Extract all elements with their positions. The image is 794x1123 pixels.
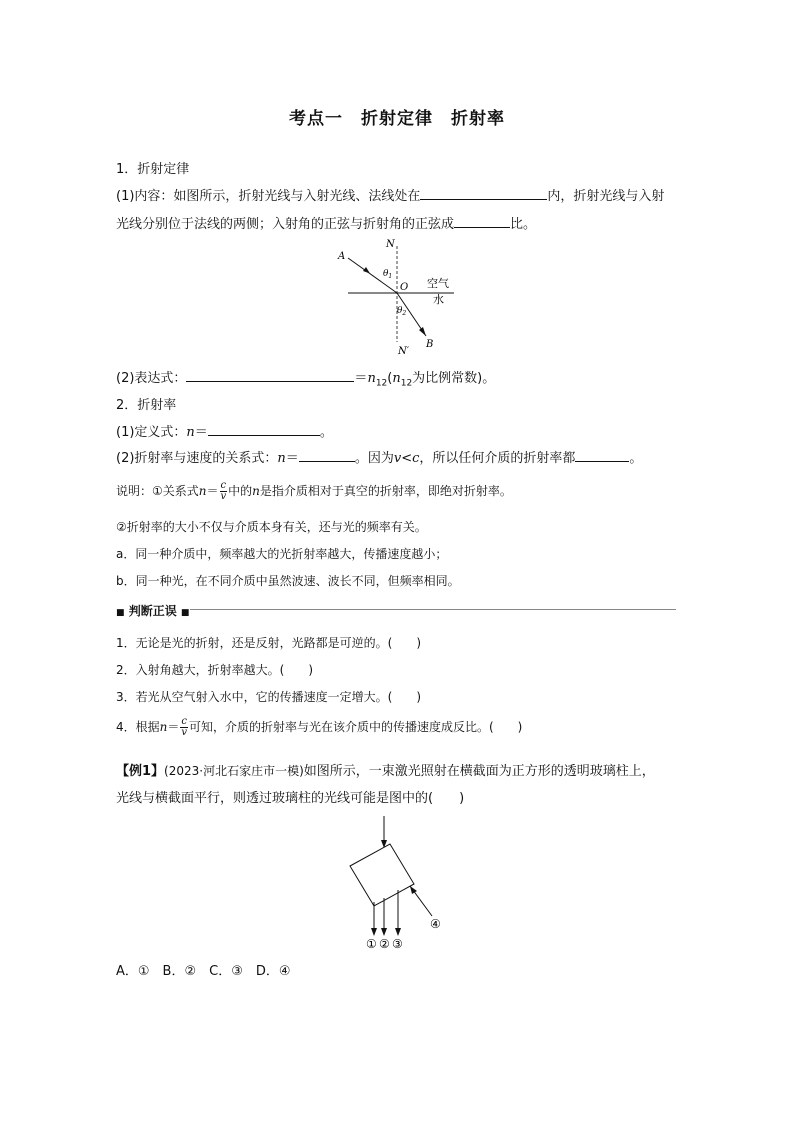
refracted-arrow-icon bbox=[419, 327, 426, 336]
incident-arrow-icon bbox=[363, 267, 370, 274]
page-title: 考点一 折射定律 折射率 bbox=[289, 109, 505, 129]
note-line1-c: 是指介质相对于真空的折射率，即绝对折射率。 bbox=[259, 484, 512, 498]
label-theta1: $\theta_1$ bbox=[383, 269, 393, 280]
relation-line bbox=[116, 447, 642, 466]
expression-label: (2)表达式： bbox=[116, 371, 187, 386]
section-1-heading: 1．折射定律 bbox=[116, 162, 190, 177]
expression-paren: ( bbox=[387, 371, 393, 386]
refraction-diagram bbox=[330, 236, 470, 358]
note-line1-a: 说明：①关系式 bbox=[116, 484, 199, 498]
blank-1 bbox=[420, 186, 547, 200]
expression-n2: n bbox=[392, 371, 401, 386]
definition-eq: ＝ bbox=[194, 425, 208, 440]
relation-v: v bbox=[393, 451, 402, 466]
example-text-1: 如图所示，一束激光照射在横截面为正方形的透明玻璃柱上， bbox=[303, 764, 655, 779]
judge-item4-n: n bbox=[159, 720, 168, 734]
label-theta2: $\theta_2$ bbox=[397, 306, 407, 317]
blank-5 bbox=[299, 448, 355, 462]
section-divider bbox=[190, 609, 676, 610]
judge-heading bbox=[116, 602, 189, 619]
label-1: ① bbox=[366, 937, 377, 951]
example-tag: 【例1】 bbox=[116, 764, 165, 779]
label-A: A bbox=[338, 251, 346, 262]
label-N-prime: N′ bbox=[398, 346, 410, 357]
judge-item4-a: 4．根据 bbox=[116, 720, 160, 734]
definition-n: n bbox=[186, 425, 195, 440]
square-bullet-icon-2: ■ bbox=[180, 608, 190, 618]
relation-lt: < bbox=[401, 451, 413, 466]
note-line-4: b．同一种光，在不同介质中虽然波速、波长不同，但频率相同。 bbox=[116, 574, 460, 588]
label-water: 水 bbox=[433, 293, 444, 306]
label-N: N bbox=[386, 239, 395, 250]
relation-mid: 。因为 bbox=[354, 451, 394, 466]
note-line-1 bbox=[116, 481, 512, 502]
answer-options: A．① B．② C．③ D．④ bbox=[116, 964, 291, 979]
label-B: B bbox=[426, 339, 434, 350]
glass-square bbox=[350, 844, 414, 906]
note-line-2: ②折射率的大小不仅与介质本身有关，还与光的频率有关。 bbox=[116, 520, 427, 534]
definition-period: 。 bbox=[319, 425, 333, 440]
definition-label: (1)定义式： bbox=[116, 425, 187, 440]
note-n: n bbox=[252, 484, 260, 498]
label-2: ② bbox=[379, 937, 390, 951]
blank-3 bbox=[186, 368, 354, 382]
label-O: O bbox=[400, 282, 409, 293]
note-formula-eq: ＝ bbox=[206, 484, 219, 498]
example-line-1 bbox=[116, 760, 655, 779]
relation-tail: ，所以任何介质的折射率都 bbox=[419, 451, 576, 466]
expression-tail: 为比例常数)。 bbox=[412, 371, 496, 386]
example-line-2: 光线与横截面平行，则透过玻璃柱的光线可能是图中的( ) bbox=[116, 791, 465, 806]
expression-sub: 12 bbox=[375, 378, 388, 389]
judge-item4-b: 可知，介质的折射率与光在该介质中的传播速度成反比。( ) bbox=[189, 720, 523, 734]
note-line1-b: 中的 bbox=[228, 484, 253, 498]
relation-end: 。 bbox=[629, 451, 643, 466]
law-content-a: (1)内容：如图所示，折射光线与入射光线、法线处在 bbox=[116, 189, 421, 204]
note-line-3: a．同一种介质中，频率越大的光折射率越大，传播速度越小； bbox=[116, 547, 448, 561]
fraction-c-over-v bbox=[220, 481, 228, 502]
fraction-c-over-v-2 bbox=[180, 717, 188, 738]
relation-label: (2)折射率与速度的关系式： bbox=[116, 451, 278, 466]
expression-eq: ＝ bbox=[354, 371, 368, 386]
law-content-d: 比。 bbox=[510, 217, 537, 232]
note-formula-n: n bbox=[198, 484, 207, 498]
example-source: (2023·河北石家庄市一模) bbox=[164, 764, 304, 778]
fraction-den-2: v bbox=[181, 727, 188, 738]
expression-sub2: 12 bbox=[400, 378, 413, 389]
law-content-line1 bbox=[116, 185, 664, 204]
relation-eq: ＝ bbox=[285, 451, 299, 466]
judge-item-1: 1．无论是光的折射，还是反射，光路都是可逆的。( ) bbox=[116, 636, 422, 650]
fraction-num: c bbox=[220, 480, 227, 491]
law-content-b: 内，折射光线与入射 bbox=[547, 189, 665, 204]
ray-3-arrow-icon bbox=[395, 928, 401, 936]
judge-item4-eq: ＝ bbox=[167, 720, 180, 734]
fraction-den: v bbox=[220, 491, 227, 502]
relation-n: n bbox=[277, 451, 286, 466]
judge-item-2: 2．入射角越大，折射率越大。( ) bbox=[116, 663, 313, 677]
expression-line bbox=[116, 367, 495, 389]
definition-line bbox=[116, 421, 333, 440]
label-4: ④ bbox=[430, 917, 441, 931]
judge-item-3: 3．若光从空气射入水中，它的传播速度一定增大。( ) bbox=[116, 690, 422, 704]
expression-n: n bbox=[367, 371, 376, 386]
blank-6 bbox=[575, 448, 629, 462]
prism-diagram bbox=[340, 812, 460, 952]
ray-4-arrow-icon bbox=[410, 886, 417, 894]
blank-2 bbox=[454, 214, 510, 228]
judge-heading-text: 判断正误 bbox=[128, 604, 177, 618]
judge-item-4 bbox=[116, 717, 522, 738]
law-content-c: 光线分别位于法线的两侧；入射角的正弦与折射角的正弦成 bbox=[116, 217, 455, 232]
section-2-heading: 2．折射率 bbox=[116, 398, 177, 413]
fraction-num-2: c bbox=[181, 716, 187, 727]
ray-1-arrow-icon bbox=[371, 928, 377, 936]
law-content-line2 bbox=[116, 213, 536, 232]
relation-c: c bbox=[412, 451, 420, 466]
square-bullet-icon: ■ bbox=[116, 608, 125, 618]
ray-2-arrow-icon bbox=[381, 928, 387, 936]
blank-4 bbox=[208, 422, 320, 436]
label-3: ③ bbox=[392, 937, 403, 951]
label-air: 空气 bbox=[427, 277, 449, 290]
